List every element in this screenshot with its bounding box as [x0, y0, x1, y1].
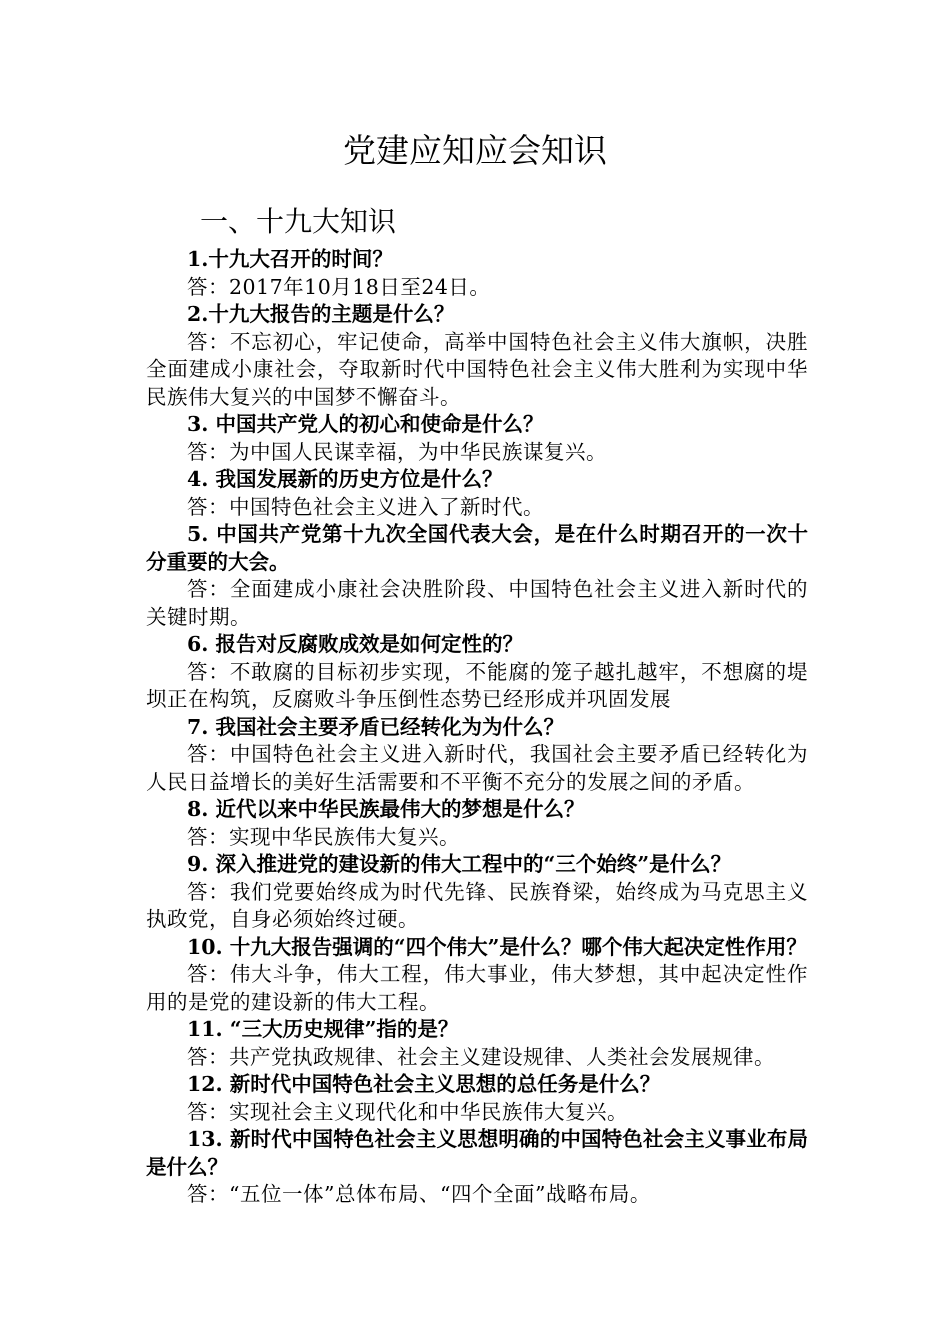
answer-6: 答：不敢腐的目标初步实现，不能腐的笼子越扎越牢，不想腐的堤坝正在构筑，反腐败斗争压倒性态势已经形成并巩固发展 — [146, 659, 808, 711]
question-12: 12. 新时代中国特色社会主义思想的总任务是什么？ — [187, 1072, 661, 1096]
answer-3: 答：为中国人民谋幸福，为中华民族谋复兴。 — [187, 439, 607, 464]
section-heading: 一、十九大知识 — [200, 205, 397, 238]
answer-2: 答：不忘初心，牢记使命，高举中国特色社会主义伟大旗帜，决胜全面建成小康社会，夺取新时代中国特色社会主义伟大胜利为实现中华民族伟大复兴的中国梦不懈奋斗。 — [146, 329, 808, 409]
qa-list — [146, 246, 808, 1209]
answer-12: 答：实现社会主义现代化和中华民族伟大复兴。 — [187, 1099, 628, 1124]
question-9: 9. 深入推进党的建设新的伟大工程中的“三个始终”是什么？ — [187, 852, 732, 876]
answer-4: 答：中国特色社会主义进入了新时代。 — [187, 494, 544, 519]
answer-5: 答：全面建成小康社会决胜阶段、中国特色社会主义进入新时代的关键时期。 — [146, 577, 808, 629]
answer-13: 答：“五位一体”总体布局、“四个全面”战略布局。 — [187, 1182, 651, 1206]
question-8: 8. 近代以来中华民族最伟大的梦想是什么？ — [187, 797, 585, 821]
answer-7: 答：中国特色社会主义进入新时代，我国社会主要矛盾已经转化为人民日益增长的美好生活需要和不平衡不充分的发展之间的矛盾。 — [146, 742, 808, 794]
question-7: 7. 我国社会主要矛盾已经转化为为什么？ — [187, 714, 565, 739]
answer-9: 答：我们党要始终成为时代先锋、民族脊梁，始终成为马克思主义执政党，自身必须始终过硬。 — [146, 879, 808, 931]
question-1: 1.十九大召开的时间？ — [187, 247, 393, 271]
question-11: 11. “三大历史规律”指的是？ — [187, 1017, 459, 1041]
question-4: 4. 我国发展新的历史方位是什么？ — [187, 467, 503, 491]
question-10: 10. 十九大报告强调的“四个伟大”是什么？哪个伟大起决定性作用？ — [187, 934, 807, 959]
question-3: 3. 中国共产党人的初心和使命是什么？ — [187, 412, 544, 436]
question-2: 2.十九大报告的主题是什么？ — [187, 302, 455, 326]
question-13: 13. 新时代中国特色社会主义思想明确的中国特色社会主义事业布局是什么？ — [146, 1127, 808, 1179]
page-title: 党建应知应会知识 — [343, 131, 607, 170]
answer-8: 答：实现中华民族伟大复兴。 — [187, 824, 460, 849]
question-6: 6. 报告对反腐败成效是如何定性的？ — [187, 632, 524, 656]
answer-1: 答：2017年10月18日至24日。 — [187, 274, 491, 299]
answer-11: 答：共产党执政规律、社会主义建设规律、人类社会发展规律。 — [187, 1044, 775, 1069]
answer-10: 答：伟大斗争，伟大工程，伟大事业，伟大梦想，其中起决定性作用的是党的建设新的伟大工程。 — [146, 962, 808, 1014]
question-5: 5. 中国共产党第十九次全国代表大会，是在什么时期召开的一次十分重要的大会。 — [146, 522, 808, 574]
